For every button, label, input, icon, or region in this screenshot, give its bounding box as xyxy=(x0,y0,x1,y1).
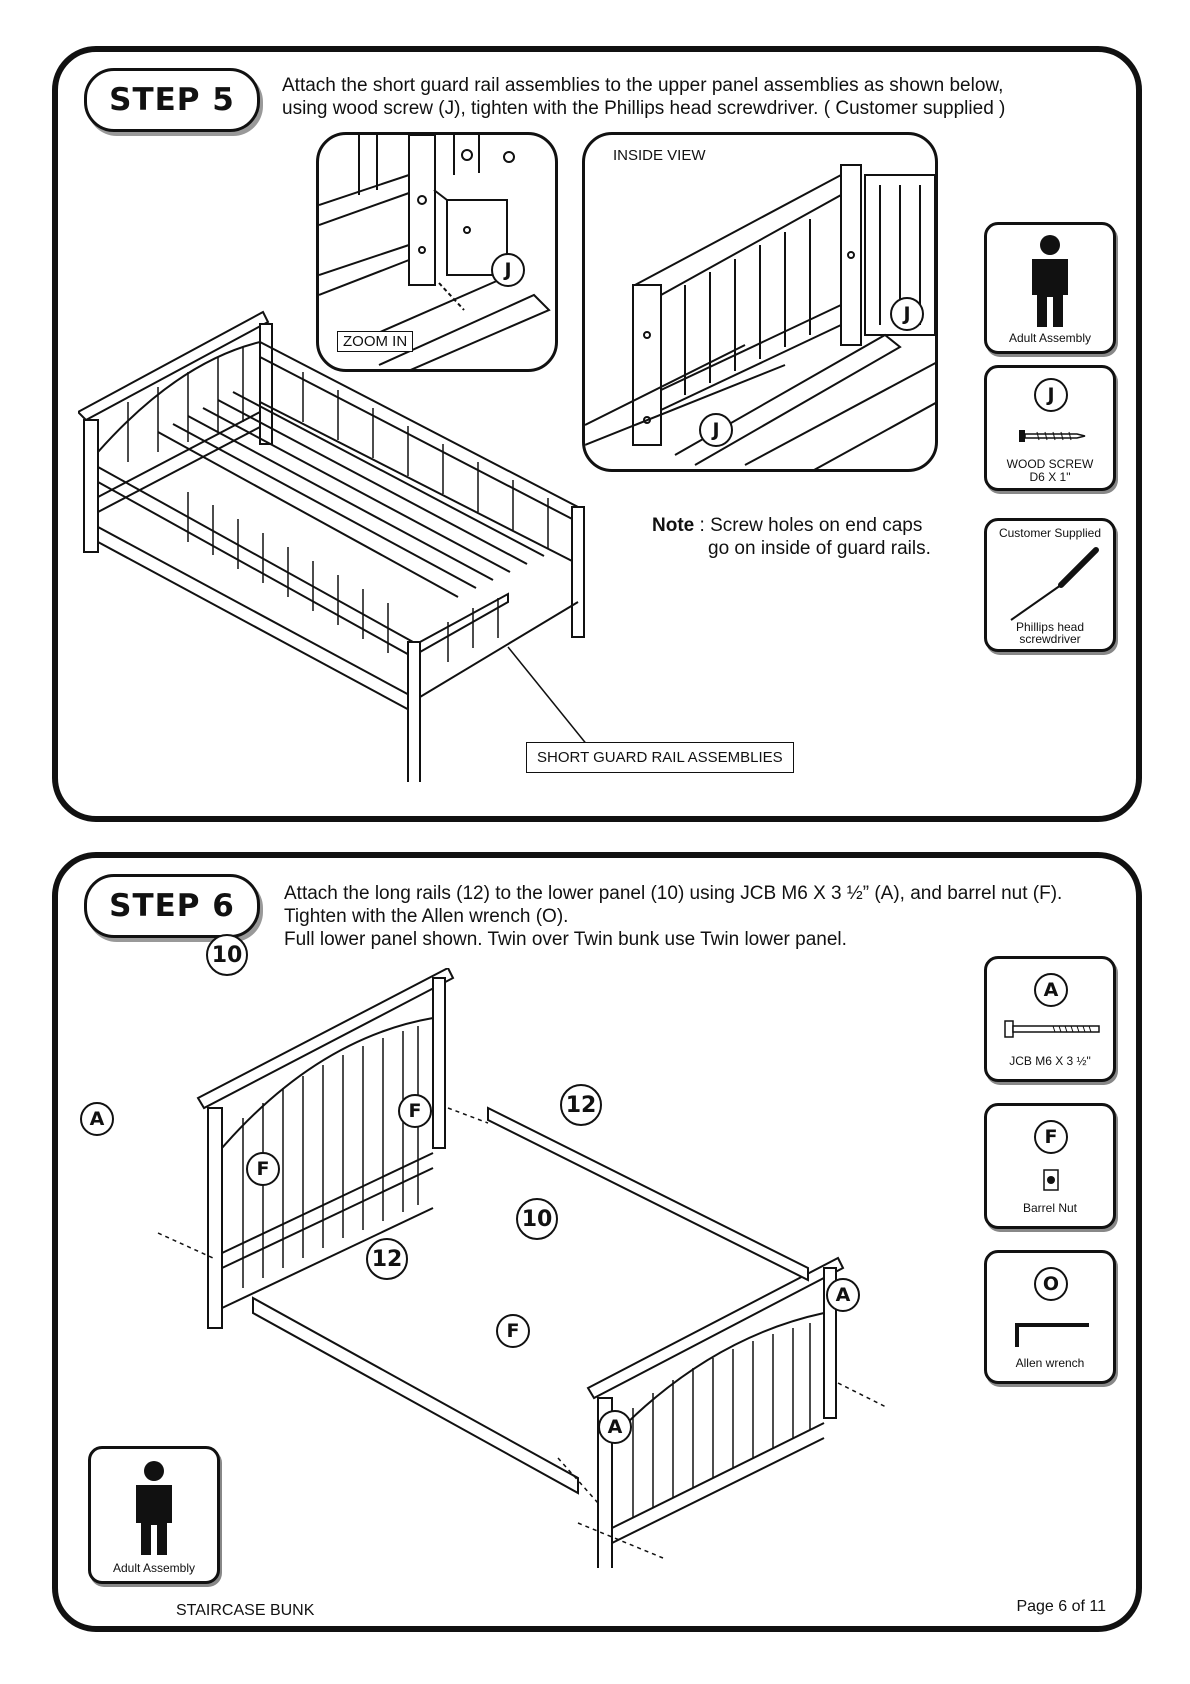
step5-instruction-line: Attach the short guard rail assemblies to the upper panel assemblies as shown below, xyxy=(282,75,1004,96)
inside-view-label: INSIDE VIEW xyxy=(613,147,706,164)
step5-note xyxy=(652,514,931,560)
callout-nut-f-upper: F xyxy=(398,1094,432,1128)
footer-page-number: Page 6 of 11 xyxy=(1016,1598,1106,1615)
adult-assembly-caption: Adult Assembly xyxy=(1008,331,1092,345)
wood-screw-box xyxy=(984,365,1116,491)
note-line-1: : Screw holes on end caps xyxy=(699,515,923,536)
wood-screw-letter: J xyxy=(1034,378,1068,412)
callout-rail-12-front: 12 xyxy=(366,1238,408,1280)
tool-line-2: screwdriver xyxy=(1019,632,1081,646)
customer-supplied-box xyxy=(984,518,1116,652)
callout-bolt-a-bottom: A xyxy=(598,1410,632,1444)
step6-instruction-line: Full lower panel shown. Twin over Twin bunk use Twin lower panel. xyxy=(284,929,847,950)
allen-wrench-letter: O xyxy=(1034,1267,1068,1301)
step5-panel xyxy=(52,46,1142,822)
barrel-nut-letter: F xyxy=(1034,1120,1068,1154)
inside-callout-j-lower: J xyxy=(699,413,733,447)
note-label: Note xyxy=(652,515,695,536)
allen-wrench-box xyxy=(984,1250,1116,1384)
wood-screw-name: WOOD SCREW xyxy=(1006,457,1094,471)
step6-adult-person-icon xyxy=(91,1449,217,1565)
wood-screw-size: D6 X 1" xyxy=(1029,470,1071,484)
step6-instructions xyxy=(284,882,1062,951)
step5-bed-drawing xyxy=(78,302,638,782)
callout-rail-12-back: 12 xyxy=(560,1084,602,1126)
adult-person-icon xyxy=(987,225,1113,335)
step6-adult-assembly-box xyxy=(88,1446,220,1584)
callout-nut-f-middle: F xyxy=(246,1152,280,1186)
barrel-nut-icon xyxy=(1041,1168,1061,1192)
adult-assembly-box xyxy=(984,222,1116,354)
wood-screw-icon xyxy=(1017,426,1087,446)
callout-panel-10-front: 10 xyxy=(516,1198,558,1240)
screwdriver-icon xyxy=(1001,545,1101,625)
step6-adult-assembly-caption: Adult Assembly xyxy=(112,1561,196,1575)
footer-product: STAIRCASE BUNK xyxy=(176,1602,315,1619)
allen-wrench-name: Allen wrench xyxy=(1015,1356,1085,1370)
bolt-a-name: JCB M6 X 3 ½" xyxy=(1009,1054,1091,1068)
short-guard-rail-tag: SHORT GUARD RAIL ASSEMBLIES xyxy=(526,742,794,773)
callout-bolt-a-left: A xyxy=(80,1102,114,1136)
note-line-2: go on inside of guard rails. xyxy=(708,538,931,559)
bolt-a-letter: A xyxy=(1034,973,1068,1007)
customer-supplied-caption: Customer Supplied xyxy=(998,526,1102,540)
step5-instruction-line: using wood screw (J), tighten with the Phillips head screwdriver. ( Customer supplied ) xyxy=(282,98,1006,119)
zoom-in-tag: ZOOM IN xyxy=(337,331,413,352)
callout-nut-f-lower: F xyxy=(496,1314,530,1348)
step6-panel xyxy=(52,852,1142,1632)
callout-panel-10-back: 10 xyxy=(206,934,248,976)
inside-callout-j-upper: J xyxy=(890,297,924,331)
barrel-nut-name: Barrel Nut xyxy=(1022,1201,1078,1215)
step6-instruction-line: Tighten with the Allen wrench (O). xyxy=(284,906,569,927)
step5-label: STEP 5 xyxy=(84,68,260,132)
step5-instructions xyxy=(282,74,1005,120)
bolt-a-box xyxy=(984,956,1116,1082)
tool-line-1: Phillips head xyxy=(1015,620,1085,634)
barrel-nut-box xyxy=(984,1103,1116,1229)
callout-bolt-a-right: A xyxy=(826,1278,860,1312)
zoom-callout-j: J xyxy=(491,253,525,287)
step6-frame-drawing xyxy=(118,968,898,1568)
step6-instruction-line: Attach the long rails (12) to the lower panel (10) using JCB M6 X 3 ½” (A), and barrel nut (F). xyxy=(284,883,1063,904)
allen-wrench-icon xyxy=(1013,1319,1093,1349)
bolt-icon xyxy=(1003,1019,1103,1039)
step6-label: STEP 6 xyxy=(84,874,260,938)
